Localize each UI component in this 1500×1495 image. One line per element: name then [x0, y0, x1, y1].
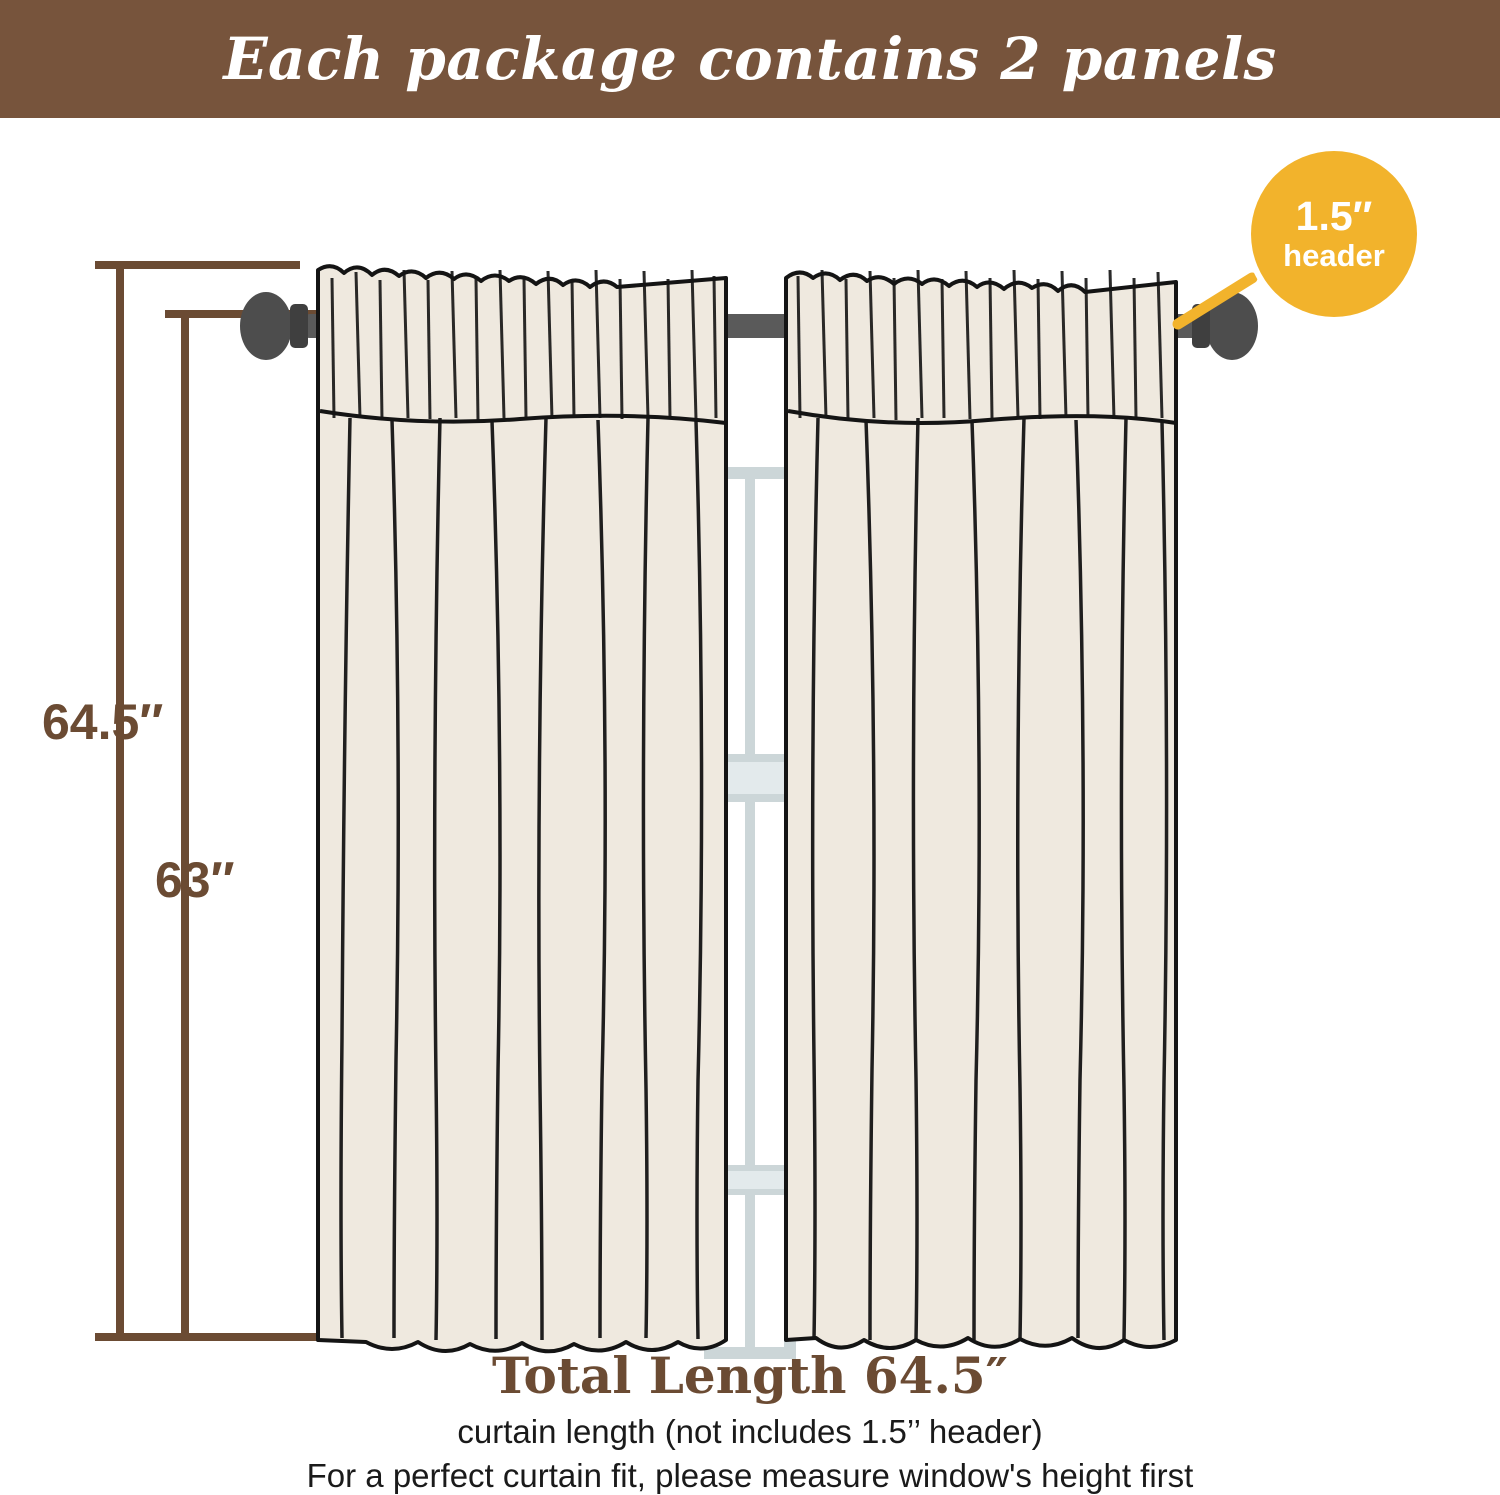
top-banner	[0, 0, 1500, 118]
banner-title: Each package contains 2 panels	[223, 25, 1277, 93]
dimension-bar-curtain	[165, 314, 330, 1337]
dimension-label-total: 64.5″	[42, 694, 164, 750]
header-callout-badge	[1251, 151, 1417, 317]
callout-size-text: 1.5″	[1295, 193, 1373, 240]
curtain-panel-right	[786, 270, 1176, 1348]
caption-title: Total Length 64.5″	[492, 1346, 1008, 1405]
caption-subtitle-2: For a perfect curtain fit, please measure window's height first	[306, 1457, 1194, 1494]
curtain-panel-left	[318, 266, 726, 1351]
dimension-label-curtain: 63″	[155, 852, 235, 908]
curtain-measurement-diagram	[0, 118, 1500, 1494]
dimension-bar-total	[95, 265, 300, 1337]
diagram-illustration	[0, 118, 1500, 1485]
caption-subtitle-1: curtain length (not includes 1.5’’ header)	[457, 1413, 1043, 1450]
caption-block	[0, 1346, 1500, 1495]
callout-label-text: header	[1283, 238, 1385, 274]
